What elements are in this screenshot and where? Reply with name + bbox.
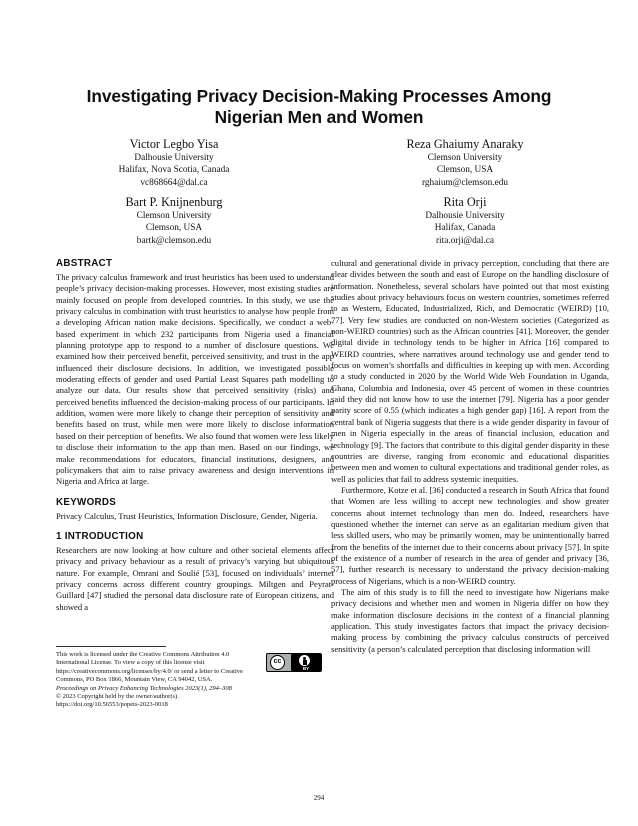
person-icon: [299, 655, 310, 666]
introduction-text: Researchers are now looking at how culture and other societal elements affect privacy and privacy behaviour as a result of privacy’s varying but ubiquitous nature. For example, Omrani and Soulié [53], focused on individuals’ internet privacy concerns across different country groupings. Miltgen and Peyrat-Guillard [47] studied the personal data disclosure rate of European citizens, and showed a: [56, 544, 334, 612]
cc-icon: cc: [270, 655, 285, 670]
cc-by-license-badge[interactable]: [266, 653, 322, 672]
right-column: [331, 258, 609, 655]
author-affiliation: Dalhousie University: [425, 211, 505, 221]
author-affiliation: Clemson University: [136, 211, 212, 221]
body-paragraph: cultural and generational divide in privacy perception, concluding that there are clear divides between the south and east of Europe on the handling disclosure of information. Nonetheless, several scholars have pointed out that most existing studies about privacy behaviours focus on western countries, sometimes referred to as Western, Educated, Industrialized, Rich, and Democratic (WEIRD) [10, 77]. Very few studies are conducted on non-Western societies (Categorized as non-WEIRD countries) such as the African countries [41]. Moreover, the gender digital divide in technology tends to be higher in Africa [16] compared to WEIRD countries, where narratives around technology use and gender tend to focus on women’s shortfalls and difficulties in keeping up with men. According to a study conducted in 2020 by the World Wide Web Foundation in Uganda, Ghana, Columbia and Indonesia, over 45 percent of women in these countries said they did not know how to use the internet [79]. Nigeria has a poor gender parity score of 0.55 (which indicates a high gender gap) [16]. A report from the central bank of Nigeria suggests that there is a wide gender disparity in favour of men in Nigeria especially in the areas of financial inclusion, education and technology [9]. The factors that contribute to this digital gender disparity in these countries are diverse, ranging from economic and educational disparities between men and women to cultural expectations and traditional gender roles, as well as policies that fail to address systemic inequities.: [331, 258, 609, 484]
author-email[interactable]: bartk@clemson.edu: [136, 235, 212, 246]
abstract-heading: ABSTRACT: [56, 258, 113, 269]
body-paragraph: The aim of this study is to fill the need to investigate how Nigerians make privacy decisions and whether men and women in Nigeria differ on how they make information disclosure decisions in the context of a financial planning application. This study investigates factors that impact the privacy decision-making process by combining the privacy calculus constructs of perceived sensitivity (a person’s calculated perception that disclosing information will: [331, 586, 609, 654]
copyright-line: © 2023 Copyright held by the owner/author(s).: [56, 693, 179, 701]
body-paragraph: Furthermore, Kotze et al. [36] conducted a research in South Africa that found that Women are less willing to accept new technologies and show greater concerns about internet technology than men do. Indeed, researchers have questioned whether the internet can serve as an egalitarian medium given that less skilled users, who may be primarily women, may be unintentionally barred from the benefits of the internet due to their concerns about privacy [57]. In spite of the existence of a number of research in the area of gender and privacy [36, 57], further research is necessary to understand the privacy decision-making process of Nigerians, which is a non-WEIRD country.: [331, 484, 609, 586]
author-email[interactable]: vc868664@dal.ca: [140, 177, 208, 188]
introduction-heading: 1 INTRODUCTION: [56, 530, 144, 542]
left-column: [56, 258, 334, 613]
author-block: [345, 195, 585, 247]
page-number: 294: [313, 794, 325, 802]
first-page-footnote: [56, 646, 334, 710]
author-name: Bart P. Knijnenburg: [125, 195, 223, 209]
author-location: Halifax, Canada: [434, 223, 496, 234]
by-attribution-icon: [291, 654, 321, 671]
footnote-rule: [56, 646, 166, 647]
by-label: BY: [302, 666, 310, 671]
doi-link[interactable]: https://doi.org/10.56553/popets-2023-0018: [56, 701, 168, 709]
author-email[interactable]: rita.orji@dal.ca: [435, 235, 495, 246]
proceedings-line: Proceedings on Privacy Enhancing Technologies 2023(1), 294–308: [56, 684, 232, 692]
author-name: Victor Legbo Yisa: [129, 137, 219, 151]
abstract-text: The privacy calculus framework and trust heuristics has been used to understand people’s privacy decision-making processes. However, most existing studies are mainly focused on people from developed countries. In this study, we use the privacy calculus in combination with trust heuristics to analyse how people from a developing African nation make decisions. Specifically, we conduct a web-based experiment in which 232 participants from Nigeria used a financial planning prototype app to respond to a number of disclosure questions. We examined how their perceived benefit, perceived sensitivity, and trust in the app influenced their disclosure decisions. In addition, we investigated possible moderating effects of gender and used Partial Least Squares path modelling to analyze our data. Our results show that perceived sensitivity (risks) and perceived benefits influenced the decision-making process of our participants. In addition, women were more likely to change their perception of sensitivity and benefits based on trust, while men were more likely to disclose information based on their perception of benefits. We also found that women were less likely to disclose their information to the app than men. Based on our findings, we make recommendations for educators, financial institutions, designers, and policymakers that aim to raise privacy awareness and design interventions in Nigeria and Africa at large.: [56, 272, 334, 487]
author-name: Rita Orji: [443, 195, 487, 209]
paper-title: Investigating Privacy Decision-Making Processes Among Nigerian Men and Women: [86, 86, 552, 127]
author-name: Reza Ghaiumy Anaraky: [406, 137, 524, 151]
author-block: [54, 195, 294, 247]
author-location: Clemson, USA: [145, 223, 203, 234]
keywords-heading: KEYWORDS: [56, 496, 117, 508]
author-block: [54, 137, 294, 189]
author-block: [345, 137, 585, 189]
keywords-text: Privacy Calculus, Trust Heuristics, Information Disclosure, Gender, Nigeria.: [56, 510, 318, 521]
author-affiliation: Dalhousie University: [134, 153, 214, 163]
author-location: Clemson, USA: [436, 165, 494, 176]
author-email[interactable]: rghaium@clemson.edu: [421, 177, 509, 188]
author-affiliation: Clemson University: [427, 153, 503, 163]
license-text: This work is licensed under the Creative Commons Attribution 4.0 International License. To view a copy of this license visit https://creativecommons.org/licenses/by/4.0/ or send a letter to Creative Commons, PO Box 1866, Mountain View, CA 94042, USA.: [56, 651, 243, 684]
author-location: Halifax, Nova Scotia, Canada: [118, 165, 230, 176]
